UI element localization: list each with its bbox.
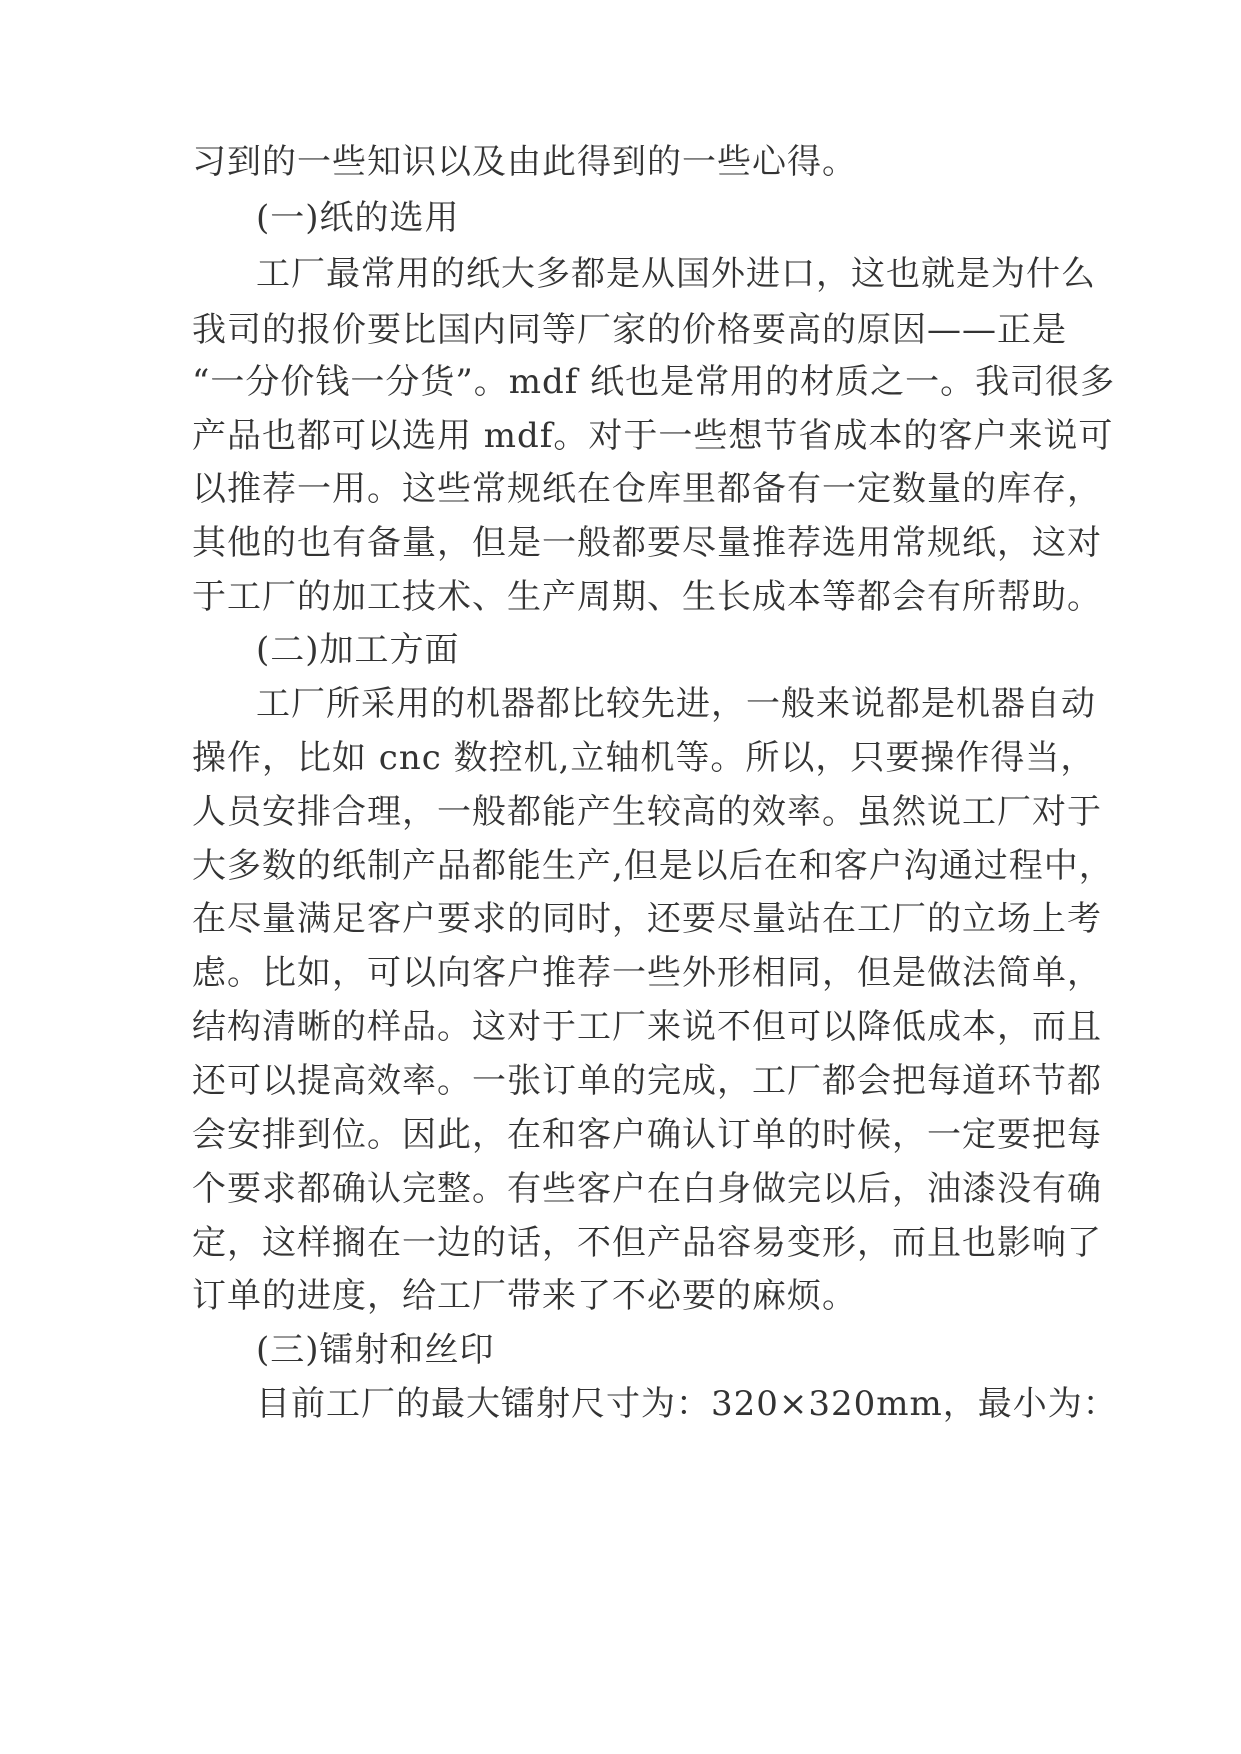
paragraph-line: 我司的报价要比国内同等厂家的价格要高的原因——正是 (192, 310, 1067, 350)
paragraph-line: 产品也都可以选用 mdf。对于一些想节省成本的客户来说可 (192, 416, 1114, 456)
paragraph-line: 还可以提高效率。一张订单的完成，工厂都会把每道环节都 (192, 1061, 1102, 1101)
paragraph-line: 操作，比如 cnc 数控机,立轴机等。所以，只要操作得当， (192, 738, 1096, 778)
paragraph-line: 大多数的纸制产品都能生产,但是以后在和客户沟通过程中， (192, 846, 1114, 886)
section-heading-laser-and-silkscreen: (三)镭射和丝印 (256, 1330, 495, 1370)
paragraph-line: 在尽量满足客户要求的同时，还要尽量站在工厂的立场上考 (192, 899, 1102, 939)
paragraph-line: 人员安排合理，一般都能产生较高的效率。虽然说工厂对于 (192, 792, 1102, 832)
paragraph-line: 其他的也有备量，但是一般都要尽量推荐选用常规纸，这对 (192, 523, 1102, 563)
paragraph-line: 习到的一些知识以及由此得到的一些心得。 (192, 142, 857, 182)
section-heading-processing: (二)加工方面 (256, 630, 460, 670)
paragraph-line: 于工厂的加工技术、生产周期、生长成本等都会有所帮助。 (192, 577, 1102, 617)
section-heading-paper-selection: (一)纸的选用 (256, 198, 460, 238)
paragraph-line: 目前工厂的最大镭射尺寸为：320×320mm，最小为： (256, 1384, 1118, 1424)
paragraph-line: 虑。比如，可以向客户推荐一些外形相同，但是做法简单， (192, 953, 1102, 993)
paragraph-line: 工厂最常用的纸大多都是从国外进口，这也就是为什么 (256, 254, 1096, 294)
paragraph-line: 结构清晰的样品。这对于工厂来说不但可以降低成本，而且 (192, 1007, 1102, 1047)
paragraph-line: 会安排到位。因此，在和客户确认订单的时候，一定要把每 (192, 1115, 1102, 1155)
paragraph-line: 工厂所采用的机器都比较先进，一般来说都是机器自动 (256, 684, 1096, 724)
paragraph-line: 个要求都确认完整。有些客户在白身做完以后，油漆没有确 (192, 1169, 1102, 1209)
paragraph-line: 定，这样搁在一边的话，不但产品容易变形，而且也影响了 (192, 1223, 1102, 1263)
paragraph-line: 订单的进度，给工厂带来了不必要的麻烦。 (192, 1276, 857, 1316)
paragraph-line: 以推荐一用。这些常规纸在仓库里都备有一定数量的库存， (192, 469, 1102, 509)
paragraph-line: “一分价钱一分货”。mdf 纸也是常用的材质之一。我司很多 (192, 362, 1116, 402)
